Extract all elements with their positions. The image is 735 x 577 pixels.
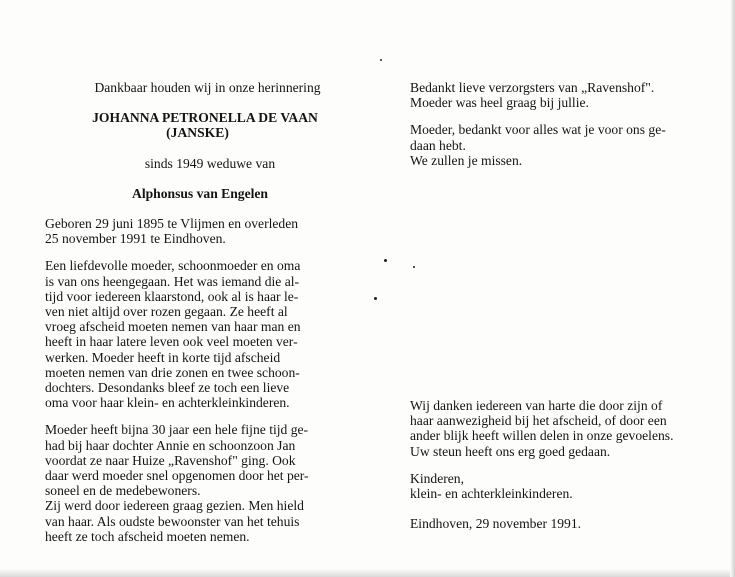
text-line: Kinderen,	[410, 470, 464, 486]
text-line: vroeg afscheid moeten nemen van haar man en	[45, 319, 301, 335]
text-line: heeft ze toch afscheid moeten nemen.	[45, 528, 250, 544]
print-speck	[374, 297, 377, 300]
text-line: Wij danken iedereen van harte die door zijn of	[410, 398, 663, 414]
text-line: van haar. Als oudste bewoonster van het tehuis	[45, 513, 300, 529]
thanks-everyone	[410, 398, 700, 459]
text-line: is van ons heengegaan. Het was iemand die al-	[45, 273, 300, 289]
text-line: Een liefdevolle moeder, schoonmoeder en oma	[45, 258, 301, 274]
text-line: Uw steun heeft ons erg goed gedaan.	[410, 443, 611, 459]
text-line: Zij werd door iedereen graag gezien. Men hield	[45, 498, 304, 514]
text-line: tijd voor iedereen klaarstond, ook al is haar le-	[45, 288, 299, 304]
text-line: We zullen je missen.	[410, 152, 523, 168]
widow-line: sinds 1949 weduwe van	[144, 155, 276, 171]
text-line: daar werd moeder snel opgenomen door het per-	[45, 468, 309, 484]
text-line: ander blijk heeft willen delen in onze gevoelens.	[410, 428, 674, 444]
text-line: oma voor haar klein- en achterkleinkinderen.	[45, 395, 290, 411]
text-line: daan hebt.	[410, 137, 466, 153]
text-line: Moeder was heel graag bij jullie.	[410, 95, 589, 111]
thanks-caregivers	[410, 80, 700, 110]
card-right-edge	[730, 0, 735, 577]
place-date: Eindhoven, 29 november 1991.	[410, 516, 582, 532]
ravenshof-paragraph	[45, 422, 360, 544]
text-line: haar aanwezigheid bij het afscheid, of door een	[410, 413, 667, 429]
text-line: voordat ze naar Huize „Ravenshof" ging. Ook	[45, 452, 296, 468]
thanks-mother	[410, 122, 700, 168]
text-line: moeten nemen van drie zonen en twee schoon-	[45, 364, 300, 380]
card-bottom-edge	[0, 569, 735, 577]
text-line: Bedankt lieve verzorgsters van „Ravenshof".	[410, 80, 655, 95]
text-line: Moeder, bedankt voor alles wat je voor ons ge-	[410, 122, 666, 138]
text-line: soneel en de medebewoners.	[45, 483, 201, 499]
print-speck	[384, 259, 387, 262]
text-line: dochters. Desondanks bleef ze toch een lieve	[45, 380, 290, 396]
text-line: had bij haar dochter Annie en schoonzoon Jan	[45, 437, 296, 453]
text-line: Moeder heeft bijna 30 jaar een hele fijne tijd ge-	[45, 422, 309, 438]
text-line: 25 november 1991 te Eindhoven.	[45, 231, 226, 247]
intro-line: Dankbaar houden wij in onze herinnering	[94, 80, 321, 95]
birth-death-paragraph	[45, 216, 360, 246]
left-column	[45, 80, 360, 544]
deceased-name: JOHANNA PETRONELLA DE VAAN	[92, 110, 318, 126]
print-speck	[380, 59, 382, 61]
spouse-name: Alphonsus van Engelen	[132, 185, 268, 201]
deceased-nickname: (JANSKE)	[166, 125, 229, 141]
text-line: ven niet altijd over rozen gegaan. Ze heeft al	[45, 304, 288, 320]
text-line: klein- en achterkleinkinderen.	[410, 486, 573, 502]
life-paragraph	[45, 258, 360, 410]
signoff	[410, 471, 700, 501]
text-line: heeft in haar latere leven ook veel moeten ver-	[45, 334, 298, 350]
text-line: werken. Moeder heeft in korte tijd afscheid	[45, 349, 281, 365]
right-column	[410, 80, 700, 531]
text-line: Geboren 29 juni 1895 te Vlijmen en overleden	[45, 216, 299, 232]
